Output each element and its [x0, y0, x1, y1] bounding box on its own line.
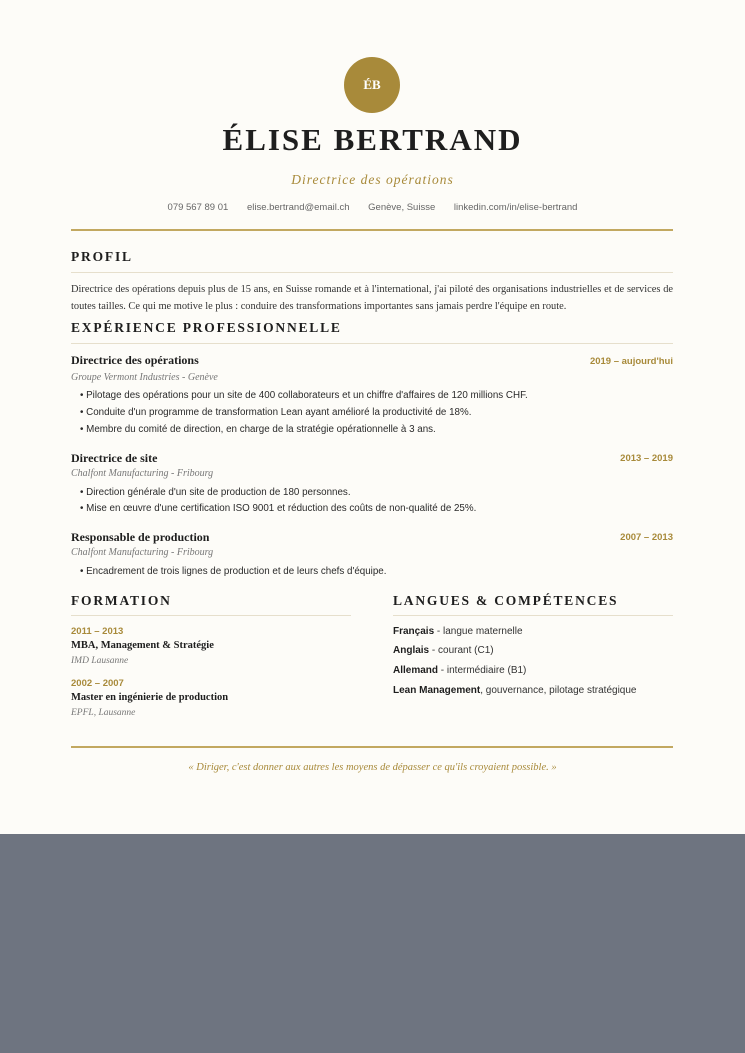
job-role: Directrice de site — [71, 451, 158, 465]
section-title-profile: PROFIL — [71, 249, 133, 264]
education-school: IMD Lausanne — [71, 656, 129, 666]
job-dates: 2019 – aujourd'hui — [589, 356, 673, 367]
section-title-experience: EXPÉRIENCE PROFESSIONNELLE — [71, 320, 342, 335]
skill-name: Allemand — [393, 665, 439, 676]
section-title-skills: LANGUES & COMPÉTENCES — [393, 593, 619, 608]
job-dates: 2007 – 2013 — [620, 532, 673, 543]
skill-item — [393, 645, 494, 656]
job-company: Chalfont Manufacturing - Fribourg — [71, 547, 214, 558]
profile-text: Directrice des opérations depuis plus de 15 ans, en Suisse romande et à l'international, j'ai piloté des organisations industrielles et de services de toutes tailles. Ce qui me motive le plus : conduire des transformations importantes sans jamais perdre l'équipe en route. — [71, 284, 673, 312]
section-divider — [393, 615, 673, 616]
footer-divider — [71, 746, 673, 748]
skill-name: Lean Management — [393, 685, 481, 696]
education-dates: 2002 – 2007 — [71, 678, 124, 689]
job-role: Directrice des opérations — [71, 353, 199, 367]
section-title-education: FORMATION — [71, 593, 172, 608]
skill-item — [393, 685, 636, 696]
job-bullet: • Direction générale d'un site de production de 180 personnes. — [80, 487, 351, 498]
section-divider — [71, 343, 673, 344]
education-degree: Master en ingénierie de production — [71, 692, 229, 703]
linkedin-link[interactable]: linkedin.com/in/elise-bertrand — [453, 202, 578, 213]
header-divider — [71, 229, 673, 231]
education-degree: MBA, Management & Stratégie — [71, 640, 214, 651]
job-bullet: • Conduite d'un programme de transformation Lean ayant amélioré la productivité de 18%. — [80, 407, 472, 418]
candidate-name: ÉLISE BERTRAND — [222, 122, 523, 157]
education-school: EPFL, Lausanne — [71, 708, 136, 718]
job-company: Groupe Vermont Industries - Genève — [71, 372, 218, 383]
job-bullet: • Mise en œuvre d'une certification ISO 9001 et réduction des coûts de non-qualité de 25%. — [80, 503, 477, 514]
skill-item — [393, 626, 523, 637]
section-divider — [71, 272, 673, 273]
job-title: Directrice des opérations — [291, 172, 454, 187]
job-bullet: • Encadrement de trois lignes de production et de leurs chefs d'équipe. — [80, 566, 387, 577]
skill-detail: - intermédiaire (B1) — [438, 665, 527, 676]
phone: 079 567 89 01 — [167, 202, 229, 213]
skill-name: Anglais — [393, 645, 430, 656]
job-company: Chalfont Manufacturing - Fribourg — [71, 468, 214, 479]
contact-line — [0, 202, 745, 213]
monogram-badge: ÉB — [344, 57, 400, 113]
education-dates: 2011 – 2013 — [71, 626, 124, 637]
job-bullet: • Membre du comité de direction, en charge de la stratégie opérationnelle à 3 ans. — [80, 424, 436, 435]
skill-detail: - langue maternelle — [434, 626, 523, 637]
job-bullet: • Pilotage des opérations pour un site de 400 collaborateurs et un chiffre d'affaires de 120 millions CHF. — [80, 390, 528, 401]
email-link[interactable]: elise.bertrand@email.ch — [246, 202, 350, 213]
skill-detail: , gouvernance, pilotage stratégique — [480, 685, 637, 696]
skill-name: Français — [393, 626, 435, 637]
job-role: Responsable de production — [71, 530, 210, 544]
job-dates: 2013 – 2019 — [620, 453, 673, 464]
footer-quote: « Diriger, c'est donner aux autres les moyens de dépasser ce qu'ils croyaient possible. » — [188, 762, 557, 773]
location: Genève, Suisse — [368, 202, 436, 213]
skill-item — [393, 665, 526, 676]
section-divider — [71, 615, 351, 616]
skill-detail: - courant (C1) — [429, 645, 494, 656]
